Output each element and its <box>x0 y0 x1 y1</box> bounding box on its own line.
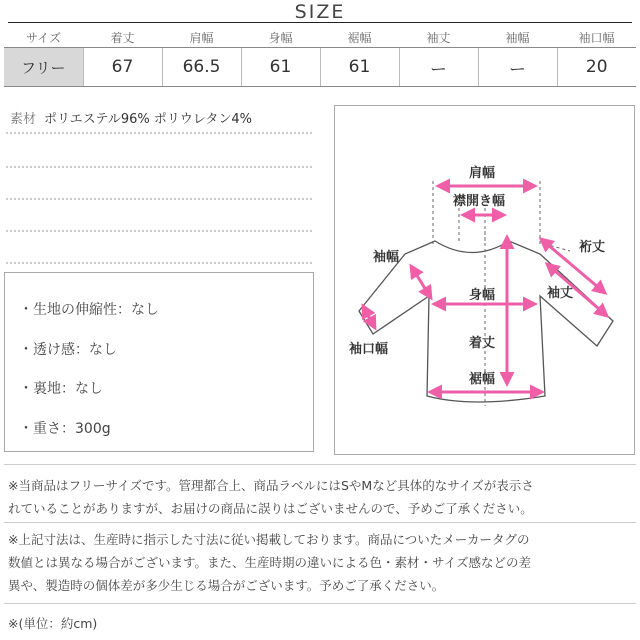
header-mihaba: 身幅 <box>241 27 320 48</box>
property-sheerness: ・透け感：なし <box>19 342 117 358</box>
cell-sodetake: ー <box>399 48 478 87</box>
cell-sodeguchihaba: 20 <box>557 48 636 87</box>
label-sodetake: 袖丈 <box>547 286 574 301</box>
divider <box>4 522 636 523</box>
cell-mihaba: 61 <box>241 48 320 87</box>
note-line: 異や、製造時の個体差が多少生じる場合がございます。予めご了承ください。 <box>8 578 445 593</box>
cell-sodehaba: ー <box>478 48 557 87</box>
note-line: ※上記寸法は、生産時に指示した寸法に従い掲載しております。商品についたメーカータグの <box>8 532 530 547</box>
divider <box>4 603 636 604</box>
dotted-divider <box>6 198 312 200</box>
property-weight: ・重さ：300g <box>19 421 111 437</box>
properties-box <box>4 272 314 452</box>
note-measurements <box>8 528 634 597</box>
cell-katahaba: 66.5 <box>162 48 241 87</box>
label-sodeguchihaba: 袖口幅 <box>349 342 389 357</box>
material-line <box>10 108 252 127</box>
dotted-divider <box>6 262 312 264</box>
label-eriakihaba: 襟開き幅 <box>453 194 506 209</box>
garment-illustration <box>335 106 636 456</box>
size-table-header-row <box>4 27 636 48</box>
divider <box>4 464 636 465</box>
header-katahaba: 肩幅 <box>162 27 241 48</box>
measurement-diagram <box>334 105 635 455</box>
cell-susohaba: 61 <box>320 48 399 87</box>
size-table <box>4 27 636 87</box>
label-mihaba: 身幅 <box>469 288 496 303</box>
cell-kitake: 67 <box>83 48 162 87</box>
dotted-divider <box>6 132 312 134</box>
header-susohaba: 裾幅 <box>320 27 399 48</box>
label-yukitake: 裄丈 <box>579 240 606 255</box>
size-title: SIZE <box>294 1 346 23</box>
note-line: ※当商品はフリーサイズです。管理都合上、商品ラベルにはSやMなど具体的なサイズが表示さ <box>8 478 534 493</box>
header-sodeguchihaba: 袖口幅 <box>557 27 636 48</box>
label-kitake: 着丈 <box>469 336 496 351</box>
note-line: 数値とは異なる場合がございます。また、生産時期の違いによる色・素材・サイズ感などの差 <box>8 555 532 570</box>
note-line: れていることがありますが、お届けの商品に誤りはございませんので、予めご了承ください。 <box>8 501 533 516</box>
size-table-row <box>4 48 636 87</box>
dotted-divider <box>6 166 312 168</box>
header-size: サイズ <box>4 27 83 48</box>
material-value: ポリエステル96% ポリウレタン4% <box>44 112 252 127</box>
header-sodetake: 袖丈 <box>399 27 478 48</box>
property-lining: ・裏地：なし <box>19 381 103 397</box>
property-stretch: ・生地の伸縮性：なし <box>19 302 159 318</box>
note-free-size <box>8 474 634 520</box>
header-sodehaba: 袖幅 <box>478 27 557 48</box>
label-susohaba: 裾幅 <box>469 372 496 387</box>
cell-size: フリー <box>4 48 83 87</box>
label-katahaba: 肩幅 <box>469 166 496 181</box>
material-label: 素材 <box>10 112 37 127</box>
label-sodehaba: 袖幅 <box>373 250 400 265</box>
note-unit: ※(単位：約cm) <box>8 616 98 631</box>
dotted-divider <box>6 230 312 232</box>
header-kitake: 着丈 <box>83 27 162 48</box>
title-rule <box>8 22 632 23</box>
